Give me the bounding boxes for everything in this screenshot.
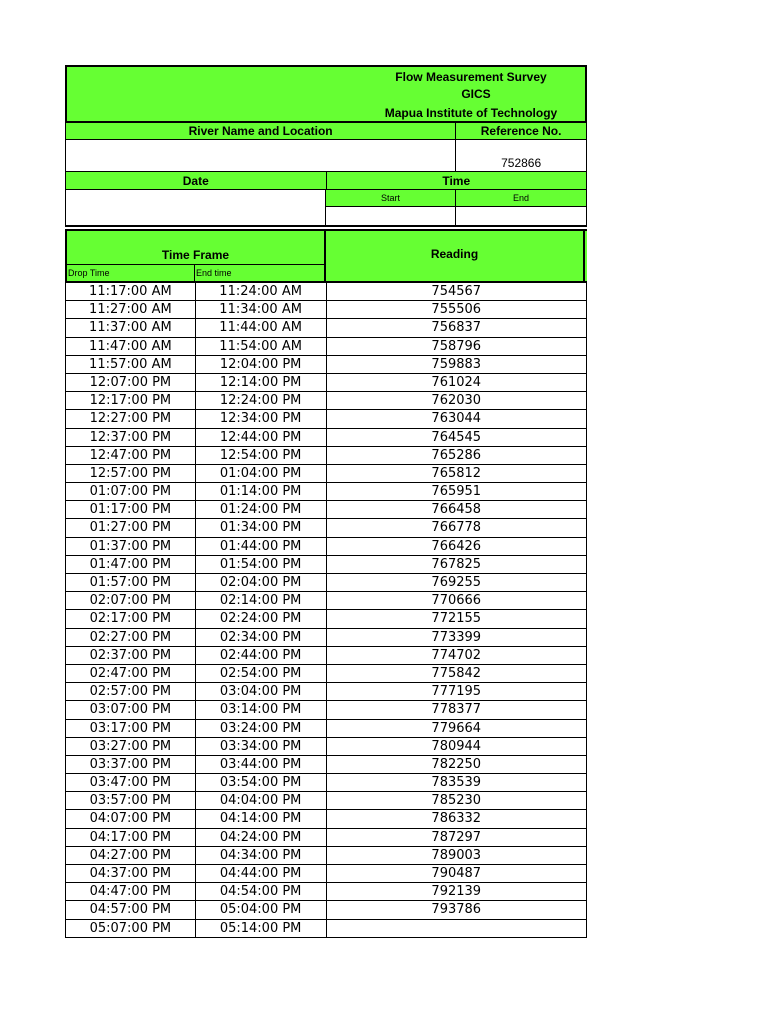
drop-time-cell[interactable]: 12:47:00 PM xyxy=(66,447,196,464)
drop-time-label: Drop Time xyxy=(67,265,195,281)
end-time-cell[interactable]: 02:04:00 PM xyxy=(196,574,327,591)
table-row xyxy=(66,319,587,337)
drop-time-cell[interactable]: 04:17:00 PM xyxy=(66,829,196,846)
drop-time-cell[interactable]: 11:57:00 AM xyxy=(66,356,196,373)
drop-time-cell[interactable]: 03:27:00 PM xyxy=(66,738,196,755)
reading-cell[interactable]: 765286 xyxy=(327,447,588,464)
table-row xyxy=(66,810,587,828)
time-frame-subheader xyxy=(67,265,324,281)
org-name: GICS xyxy=(461,87,491,101)
end-time-cell[interactable]: 12:24:00 PM xyxy=(196,392,327,409)
drop-time-cell[interactable]: 02:47:00 PM xyxy=(66,665,196,682)
table-row xyxy=(66,447,587,465)
survey-sheet xyxy=(65,65,587,938)
start-value[interactable] xyxy=(326,207,456,225)
end-time-cell[interactable]: 04:04:00 PM xyxy=(196,792,327,809)
table-row xyxy=(66,410,587,428)
drop-time-cell[interactable]: 03:57:00 PM xyxy=(66,792,196,809)
reading-cell[interactable]: 772155 xyxy=(327,610,588,627)
end-time-cell[interactable]: 04:54:00 PM xyxy=(196,883,327,900)
reference-label: Reference No. xyxy=(456,123,587,139)
table-row xyxy=(66,647,587,665)
table-row xyxy=(66,483,587,501)
end-time-cell[interactable]: 03:44:00 PM xyxy=(196,756,327,773)
reading-cell[interactable]: 785230 xyxy=(327,792,588,809)
reading-cell[interactable]: 793786 xyxy=(327,901,588,918)
drop-time-cell[interactable]: 01:37:00 PM xyxy=(66,538,196,555)
end-time-cell[interactable]: 12:44:00 PM xyxy=(196,429,327,446)
drop-time-cell[interactable]: 05:07:00 PM xyxy=(66,920,196,937)
reading-cell[interactable]: 762030 xyxy=(327,392,588,409)
drop-time-cell[interactable]: 04:57:00 PM xyxy=(66,901,196,918)
reading-cell[interactable]: 754567 xyxy=(327,283,588,300)
time-frame-header xyxy=(67,231,326,281)
reading-cell[interactable]: 765812 xyxy=(327,465,588,482)
drop-time-cell[interactable]: 04:37:00 PM xyxy=(66,865,196,882)
drop-time-cell[interactable]: 03:47:00 PM xyxy=(66,774,196,791)
table-row xyxy=(66,610,587,628)
reading-cell[interactable]: 782250 xyxy=(327,756,588,773)
table-row xyxy=(66,465,587,483)
survey-title: Flow Measurement Survey xyxy=(395,70,547,84)
drop-time-cell[interactable]: 02:27:00 PM xyxy=(66,629,196,646)
reading-cell[interactable]: 790487 xyxy=(327,865,588,882)
reading-cell[interactable]: 786332 xyxy=(327,810,588,827)
reading-cell[interactable]: 774702 xyxy=(327,647,588,664)
table-row xyxy=(66,920,587,938)
drop-time-cell[interactable]: 01:07:00 PM xyxy=(66,483,196,500)
time-label: Time xyxy=(327,172,588,189)
reading-cell[interactable]: 773399 xyxy=(327,629,588,646)
drop-time-cell[interactable]: 02:07:00 PM xyxy=(66,592,196,609)
table-row xyxy=(66,301,587,319)
reading-cell[interactable]: 759883 xyxy=(327,356,588,373)
drop-time-cell[interactable]: 01:47:00 PM xyxy=(66,556,196,573)
end-time-cell[interactable]: 04:24:00 PM xyxy=(196,829,327,846)
drop-time-cell[interactable]: 03:07:00 PM xyxy=(66,701,196,718)
end-time-cell[interactable]: 03:54:00 PM xyxy=(196,774,327,791)
reading-cell[interactable]: 769255 xyxy=(327,574,588,591)
table-row xyxy=(66,592,587,610)
table-row xyxy=(66,374,587,392)
reading-cell[interactable]: 792139 xyxy=(327,883,588,900)
end-time-cell[interactable]: 02:54:00 PM xyxy=(196,665,327,682)
end-time-label: End time xyxy=(196,268,232,278)
end-time-cell[interactable]: 03:04:00 PM xyxy=(196,683,327,700)
river-label: River Name and Location xyxy=(66,123,456,139)
end-time-cell[interactable]: 01:34:00 PM xyxy=(196,519,327,536)
drop-time-cell[interactable]: 11:17:00 AM xyxy=(66,283,196,300)
table-row xyxy=(66,865,587,883)
end-time-cell[interactable]: 02:24:00 PM xyxy=(196,610,327,627)
info-value-row xyxy=(65,140,587,172)
end-time-cell[interactable]: 12:14:00 PM xyxy=(196,374,327,391)
reading-cell[interactable]: 758796 xyxy=(327,338,588,355)
drop-time-cell[interactable]: 01:17:00 PM xyxy=(66,501,196,518)
reading-cell[interactable]: 777195 xyxy=(327,683,588,700)
end-time-cell[interactable]: 01:44:00 PM xyxy=(196,538,327,555)
drop-time-cell[interactable]: 12:17:00 PM xyxy=(66,392,196,409)
reading-label: Reading xyxy=(326,231,585,281)
reading-cell[interactable]: 766778 xyxy=(327,519,588,536)
table-row xyxy=(66,392,587,410)
drop-time-cell[interactable]: 01:27:00 PM xyxy=(66,519,196,536)
reading-cell[interactable]: 765951 xyxy=(327,483,588,500)
table-row xyxy=(66,556,587,574)
drop-time-cell[interactable]: 02:37:00 PM xyxy=(66,647,196,664)
end-label: End xyxy=(456,190,587,206)
end-time-cell[interactable]: 05:04:00 PM xyxy=(196,901,327,918)
drop-time-cell[interactable]: 11:47:00 AM xyxy=(66,338,196,355)
end-time-cell[interactable]: 11:54:00 AM xyxy=(196,338,327,355)
drop-time-cell[interactable]: 12:27:00 PM xyxy=(66,410,196,427)
end-time-cell[interactable]: 02:44:00 PM xyxy=(196,647,327,664)
reading-cell[interactable]: 787297 xyxy=(327,829,588,846)
reading-cell[interactable]: 755506 xyxy=(327,301,588,318)
school-name: Mapua Institute of Technology xyxy=(384,106,558,120)
time-subgrid xyxy=(326,190,587,225)
end-time-cell[interactable]: 03:14:00 PM xyxy=(196,701,327,718)
drop-time-cell[interactable]: 12:57:00 PM xyxy=(66,465,196,482)
end-time-cell[interactable]: 01:54:00 PM xyxy=(196,556,327,573)
end-time-cell[interactable]: 12:04:00 PM xyxy=(196,356,327,373)
reading-cell[interactable]: 763044 xyxy=(327,410,588,427)
reading-cell[interactable]: 764545 xyxy=(327,429,588,446)
end-time-cell[interactable]: 03:24:00 PM xyxy=(196,720,327,737)
table-row xyxy=(66,574,587,592)
end-time-cell[interactable]: 05:14:00 PM xyxy=(196,920,327,937)
table-row xyxy=(66,501,587,519)
drop-time-cell[interactable]: 12:37:00 PM xyxy=(66,429,196,446)
table-row xyxy=(66,429,587,447)
table-row xyxy=(66,338,587,356)
reading-cell[interactable]: 770666 xyxy=(327,592,588,609)
end-time-cell[interactable]: 11:34:00 AM xyxy=(196,301,327,318)
reading-cell[interactable]: 766426 xyxy=(327,538,588,555)
drop-time-cell[interactable]: 03:37:00 PM xyxy=(66,756,196,773)
time-subheader xyxy=(326,190,587,207)
end-time-cell[interactable]: 04:34:00 PM xyxy=(196,847,327,864)
date-value[interactable] xyxy=(66,190,326,225)
drop-time-cell[interactable]: 03:17:00 PM xyxy=(66,720,196,737)
end-time-cell[interactable]: 11:24:00 AM xyxy=(196,283,327,300)
table-row xyxy=(66,901,587,919)
table-header xyxy=(65,229,587,283)
end-time-cell[interactable]: 03:34:00 PM xyxy=(196,738,327,755)
end-time-cell[interactable]: 02:34:00 PM xyxy=(196,629,327,646)
table-row xyxy=(66,356,587,374)
drop-time-cell[interactable]: 11:37:00 AM xyxy=(66,319,196,336)
reading-cell[interactable]: 783539 xyxy=(327,774,588,791)
end-value[interactable] xyxy=(456,207,587,225)
end-time-cell[interactable]: 12:34:00 PM xyxy=(196,410,327,427)
info-header-row xyxy=(65,123,587,140)
drop-time-cell[interactable]: 02:57:00 PM xyxy=(66,683,196,700)
reading-cell[interactable]: 766458 xyxy=(327,501,588,518)
reading-cell[interactable]: 756837 xyxy=(327,319,588,336)
title-block xyxy=(65,65,587,121)
drop-time-cell[interactable]: 04:07:00 PM xyxy=(66,810,196,827)
reading-cell[interactable]: 789003 xyxy=(327,847,588,864)
reading-cell[interactable]: 761024 xyxy=(327,374,588,391)
drop-time-cell[interactable]: 11:27:00 AM xyxy=(66,301,196,318)
table-row xyxy=(66,519,587,537)
end-time-cell[interactable]: 02:14:00 PM xyxy=(196,592,327,609)
end-time-cell[interactable]: 04:14:00 PM xyxy=(196,810,327,827)
time-values xyxy=(326,207,587,225)
drop-time-cell[interactable]: 12:07:00 PM xyxy=(66,374,196,391)
end-time-cell[interactable]: 12:54:00 PM xyxy=(196,447,327,464)
table-row xyxy=(66,683,587,701)
end-time-cell[interactable]: 01:14:00 PM xyxy=(196,483,327,500)
reading-cell[interactable]: 779664 xyxy=(327,720,588,737)
drop-time-cell[interactable]: 02:17:00 PM xyxy=(66,610,196,627)
start-label: Start xyxy=(326,190,456,206)
reading-cell[interactable]: 778377 xyxy=(327,701,588,718)
table-row xyxy=(66,538,587,556)
table-row xyxy=(66,701,587,719)
end-time-cell[interactable]: 04:44:00 PM xyxy=(196,865,327,882)
table-row xyxy=(66,829,587,847)
readings-table xyxy=(65,283,587,938)
drop-time-cell[interactable]: 04:27:00 PM xyxy=(66,847,196,864)
table-row xyxy=(66,665,587,683)
table-row xyxy=(66,738,587,756)
table-row xyxy=(66,792,587,810)
table-row xyxy=(66,756,587,774)
reference-value[interactable]: 752866 xyxy=(456,140,587,171)
time-frame-label: Time Frame xyxy=(67,231,324,265)
reading-cell[interactable]: 775842 xyxy=(327,665,588,682)
table-row xyxy=(66,283,587,301)
reading-cell[interactable]: 780944 xyxy=(327,738,588,755)
date-label: Date xyxy=(66,172,327,189)
drop-time-cell[interactable]: 04:47:00 PM xyxy=(66,883,196,900)
table-row xyxy=(66,883,587,901)
table-row xyxy=(66,720,587,738)
drop-time-cell[interactable]: 01:57:00 PM xyxy=(66,574,196,591)
table-row xyxy=(66,847,587,865)
date-time-value-row xyxy=(65,190,587,227)
table-row xyxy=(66,774,587,792)
reading-cell[interactable] xyxy=(327,920,588,937)
date-time-header-row xyxy=(65,172,587,190)
end-time-cell[interactable]: 01:04:00 PM xyxy=(196,465,327,482)
end-time-cell[interactable]: 01:24:00 PM xyxy=(196,501,327,518)
reading-cell[interactable]: 767825 xyxy=(327,556,588,573)
end-time-cell[interactable]: 11:44:00 AM xyxy=(196,319,327,336)
table-row xyxy=(66,629,587,647)
river-value[interactable] xyxy=(66,140,456,171)
